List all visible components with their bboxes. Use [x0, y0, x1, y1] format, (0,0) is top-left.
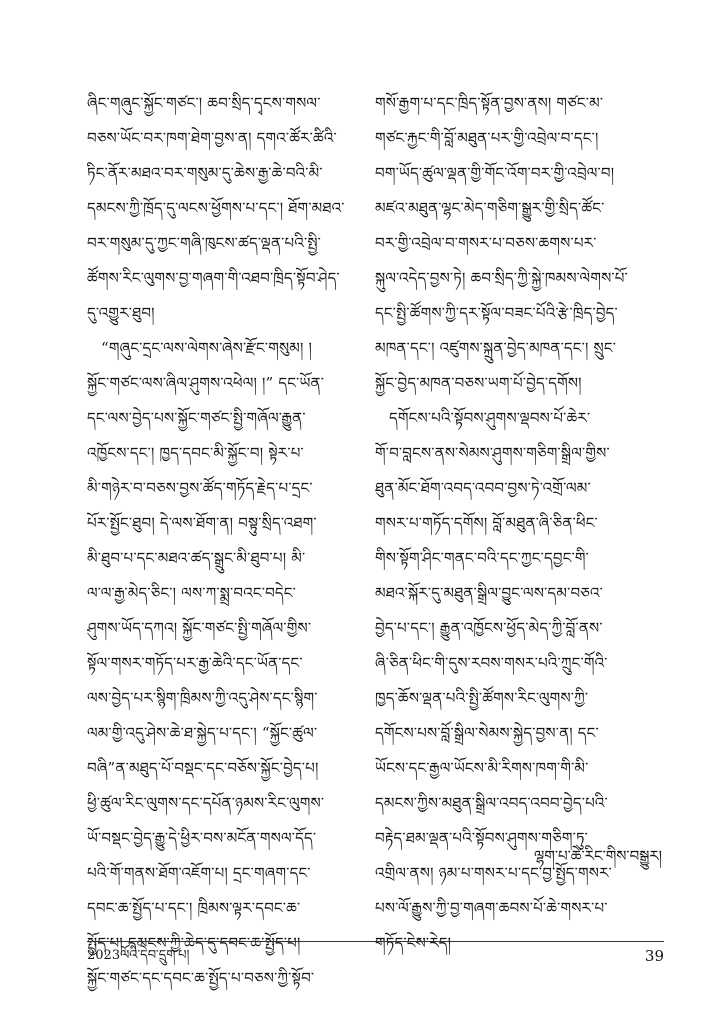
- quote-line: “གཞུང་དྲང་ལས་ལེགས་ཞེས་རྫོང་གསུམ། །: [101, 339, 313, 357]
- text-line: དམངས་ཀྱིས་མཐུན་སྒྲིལ་འབད་འབབ་བྱེད་པའི་: [375, 794, 608, 812]
- text-line: བར་གྱི་འབྲེལ་བ་གསར་པ་བཅས་ཆགས་པར་: [375, 234, 597, 252]
- text-line: ཐུན་མོང་ཐོག་འབད་འབབ་བྱས་ཏེ་འགྲོ་ལམ་: [375, 479, 591, 497]
- text-line: བཅས་ཡོང་བར་ཁག་ཐེག་བྱས་ན། དགའ་ཚོར་ཚིའི་: [87, 129, 337, 147]
- text-line: ཕྱི་ཚུལ་རིང་ལུགས་དང་དཔོན་ཉམས་རིང་ལུགས་: [87, 794, 325, 812]
- page-number: 39: [644, 947, 664, 965]
- text-line: དམངས་ཀྱི་ཁྲོད་དུ་ལངས་ཕྱོགས་པ་དང་། ཐོག་མཐའ་: [87, 199, 345, 217]
- text-line: ཏིང་ནོར་མཐའ་བར་གསུམ་དུ་ཆེས་རྒྱ་ཆེ་བའི་མི་: [87, 164, 323, 182]
- paragraph-start-line: དགོངས་པའི་སྟོབས་ཤུགས་ལྡབས་པོ་ཆེར་: [389, 409, 591, 427]
- text-line: དུ་འགྱུར་ཐུབ།: [87, 304, 155, 322]
- text-line: ཡོ་བསྡང་བྱེད་རྒྱུ་དེ་ཕྱིར་བས་མངོན་གསལ་དོད་: [87, 829, 317, 847]
- text-line: ལས་བྱེད་པར་སྙིག་ཁྲིམས་ཀྱི་འདུ་ཤེས་དང་སྙིག་: [87, 689, 318, 707]
- right-text-column: [375, 86, 647, 961]
- text-line: སྐྱོང་གཙང་དང་དབང་ཆ་སྤྱོད་པ་བཅས་ཀྱི་སྟོབ་: [87, 969, 315, 987]
- text-line: འགྲིལ་ནས། ཉམ་པ་གསར་པ་དང་བྱ་སྤྱོད་གསར་: [375, 864, 612, 882]
- text-line: བྱེད་པ་དང་། རྒྱུན་འཁྱོངས་ཕྱོད་མེད་ཀྱི་བློ་ནས་: [375, 619, 603, 637]
- text-line: གསར་པ་གཏོད་དགོས། བློ་མཐུན་ཞི་ཅིན་ཕིང་: [375, 514, 598, 532]
- text-line: མཛའ་མཐུན་ལྷང་མེད་གཅིག་སྒྱུར་གྱི་སྲིད་ཚོང་: [375, 199, 605, 217]
- text-line: ཞི་ཅིན་ཕིང་གི་དུས་རབས་གསར་པའི་ཀྲུང་གོའི་: [375, 654, 608, 672]
- translator-credit: ལྷག་པ་ཚེ་རིང་གིས་བསྒྱུར།: [534, 847, 662, 865]
- text-line: གཏོད་ངེས་རེད།: [375, 934, 452, 952]
- text-line: ལམ་གྱི་འདུ་ཤེས་ཆེ་ཐ་སྐྱེད་པ་དང་། “སྐྱོང་ཚུལ་: [87, 724, 318, 742]
- text-line: ཚོགས་རིང་ལུགས་བྱ་གཞག་གི་འཐབ་ཁྲིད་སྟོབ་ཤེད་: [87, 269, 340, 287]
- text-line: ཞིང་གཞུང་སྐྱོང་གཙང་། ཆབ་སྲིད་དྭངས་གསལ་: [87, 94, 321, 112]
- text-line: གཙང་རྐྱང་གི་བློ་མཐུན་པར་གྱི་འབྲེལ་བ་དང་།: [375, 129, 599, 147]
- text-line: མཐའ་སྐོར་དུ་མཐུན་སྒྲིལ་བྱུང་ལས་དམ་བཅའ་: [375, 584, 604, 602]
- text-line: སྐུལ་འདེད་བྱས་ཏེ། ཆབ་སྲིད་ཀྱི་སྐྱེ་ཁམས་ལེགས་པོ་: [375, 269, 628, 287]
- text-line: པོར་སྤྱོང་ཐུབ། དེ་ལས་ཐོག་ན། བསྟུ་སྲིད་འཐག་: [87, 514, 317, 532]
- text-line: སྟོལ་གསར་གཏོད་པར་རྒྱ་ཆེའི་དང་ཡོན་དང་: [87, 654, 303, 672]
- text-line: སྐྱོང་བྱེད་མཁན་བཅས་ཡག་པོ་བྱེད་དགོས།: [375, 374, 582, 392]
- text-line: བར་གསུམ་དུ་ཀྱང་གཞི་ཁུངས་ཚད་ལྡན་པའི་སྤྱི་: [87, 234, 322, 252]
- text-line: མཁན་དང་། འཛུགས་སྐྲུན་བྱེད་མཁན་དང་། སྲུང་: [375, 339, 617, 357]
- text-line: ཁྱད་ཆོས་ལྡན་པའི་སྤྱི་ཚོགས་རིང་ལུགས་ཀྱི་: [375, 689, 589, 707]
- left-text-column: [87, 86, 359, 996]
- text-line: གིས་སྟོག་ཤིང་གནང་བའི་དང་ཀྱང་དབྱང་གི་: [375, 549, 590, 567]
- text-line: ཡོངས་དང་རྒྱལ་ཡོངས་མི་རིགས་ཁག་གི་མི་: [375, 759, 589, 777]
- text-line: སྤྱོད་པ། དམངས་ཀྱི་ཆེད་དུ་དབང་ཆ་སྤྱོད་པ།: [87, 934, 301, 952]
- text-line: དགོངས་པས་བློ་སྒྲིལ་སེམས་སྐྱེད་བྱས་ན། དང་: [375, 724, 599, 742]
- text-line: འཁྱོངས་དང་། ཁྱད་དབང་མི་སྐྱོང་བ། སྟེར་པ་: [87, 444, 304, 462]
- text-line: པས་ལོ་རྒྱུས་ཀྱི་བྱ་གཞག་ཆབས་པོ་ཆེ་གསར་པ་: [375, 899, 608, 917]
- text-line: དང་ལས་བྱེད་པས་སྐྱོང་གཙང་སྤྱི་གཞོལ་རྒྱུན་: [87, 409, 306, 427]
- text-line: དབང་ཆ་སྤྱོད་པ་དང་། ཁྲིམས་ལྟར་དབང་ཆ་: [87, 899, 301, 917]
- text-line: བརྟེད་ཐམ་ལྡན་པའི་སྟོབས་ཤུགས་གཅིག་ཏུ་: [375, 829, 589, 847]
- text-line: ཤུགས་ཡོད་དཀའ། སྐྱོང་གཙང་སྤྱི་གཞོལ་གྱིས་: [87, 619, 312, 637]
- text-line: དང་སྤྱི་ཚོགས་ཀྱི་དར་སྟོལ་བཟང་པོའི་རྩེ་ཁྲིད་བྱེད་: [375, 304, 618, 322]
- text-line: མི་ཐུབ་པ་དང་མཐའ་ཚད་སྒྲུང་མི་ཐུབ་པ། མི་: [87, 549, 306, 567]
- text-line: གོ་བ་བླངས་ནས་སེམས་ཤུགས་གཅིག་སྒྲིལ་གྱིས་: [375, 444, 610, 462]
- footer-divider: [87, 941, 664, 942]
- text-line: སྐྱོང་གཙང་ལས་ཞིལ་ཤུགས་འཕེལ། །” དང་ཡོན་: [87, 374, 325, 392]
- issue-label: 2023ལོའི་དེབ་དྲུག་པ།: [87, 948, 190, 963]
- text-line: ལ་ལ་རྒྱ་མེད་ཅིང་། ལས་ཀ་སྨྲ་བའང་བདེང་: [87, 584, 296, 602]
- text-line: པའི་གོ་གནས་ཐོག་འཇོག་པ། དྲང་གཞག་དང་: [87, 864, 311, 882]
- text-line: གསོ་རྒྱག་པ་དང་ཁྲིད་སྟོན་བྱས་ནས། གཙང་མ་: [375, 94, 604, 112]
- text-line: མི་གཉེར་བ་བཅས་བྱས་ཚོད་གཏོད་རྗེད་པ་དྲང་: [87, 479, 313, 497]
- text-line: བཞི”ན་མཐུད་པོ་བསྡང་དང་བཅོས་སྐྱོང་བྱེད་པ།: [87, 759, 319, 777]
- text-line: བག་ཡོད་ཚུལ་ལྡན་གྱི་གོང་འོག་བར་གྱི་འབྲེལ་བ།: [375, 164, 615, 182]
